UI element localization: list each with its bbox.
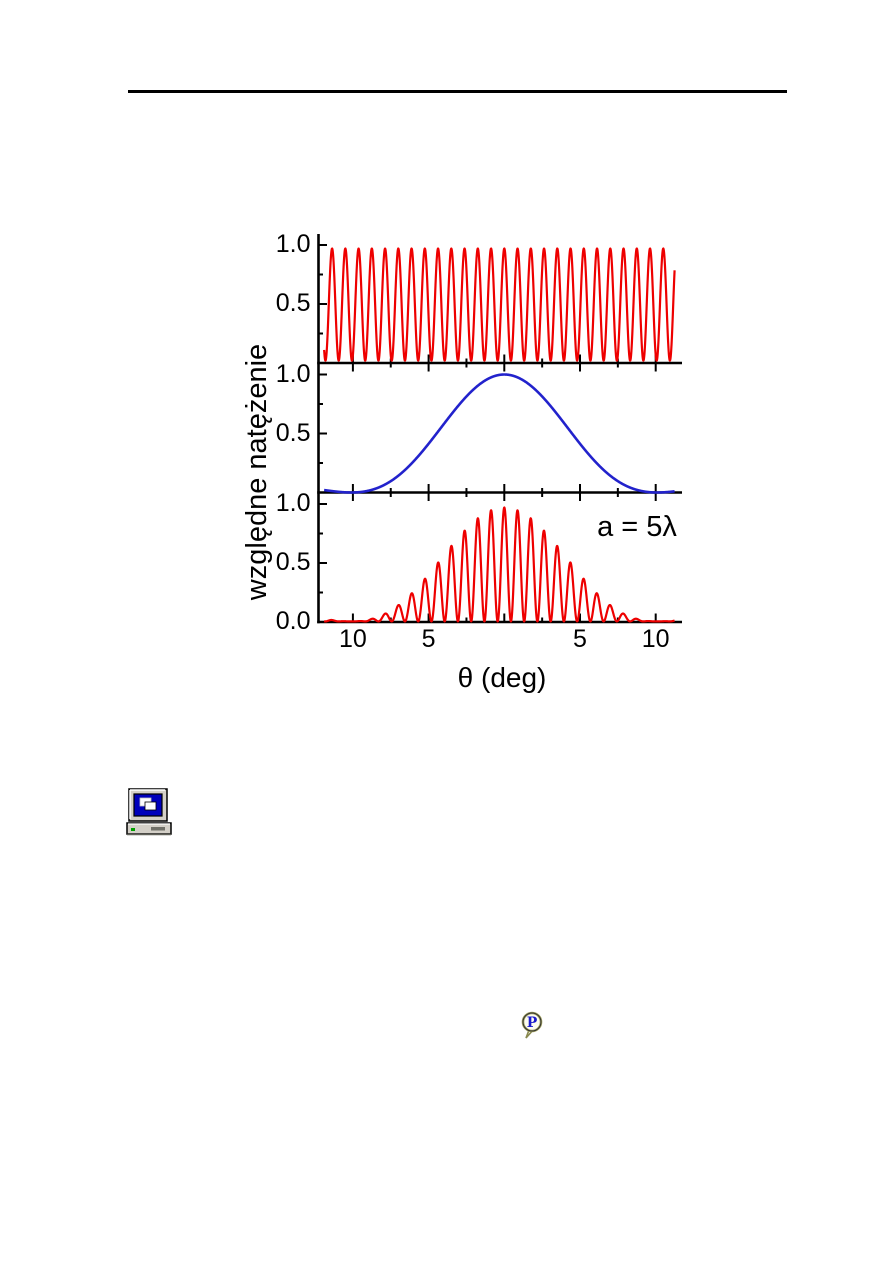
balloon-letter: P (526, 1015, 538, 1031)
x-tick-label: 5 (421, 625, 436, 653)
x-tick-label: 10 (338, 625, 367, 653)
computer-icon-graphic (124, 787, 174, 837)
y-tick-label: 0.0 (275, 607, 311, 635)
y-axis-title: względne natężenie (241, 343, 273, 601)
y-tick-label: 1.0 (275, 359, 311, 388)
x-axis-title: θ (deg) (457, 662, 547, 693)
y-tick-label: 0.5 (275, 548, 311, 576)
curve-sinc2 (324, 375, 674, 493)
y-tick-label: 0.5 (275, 289, 311, 317)
computer-icon[interactable] (124, 787, 174, 837)
y-tick-label: 0.5 (275, 418, 311, 447)
y-tick-label: 1.0 (275, 489, 311, 517)
annotation-balloon-icon[interactable] (519, 1011, 545, 1041)
x-tick-label: 5 (573, 625, 587, 653)
annotation-balloon-graphic (519, 1011, 545, 1041)
curve-cos2 (324, 249, 674, 361)
slit-width-annotation: a = 5λ (597, 511, 677, 543)
x-tick-label: 10 (641, 625, 670, 653)
y-tick-label: 1.0 (275, 230, 311, 258)
